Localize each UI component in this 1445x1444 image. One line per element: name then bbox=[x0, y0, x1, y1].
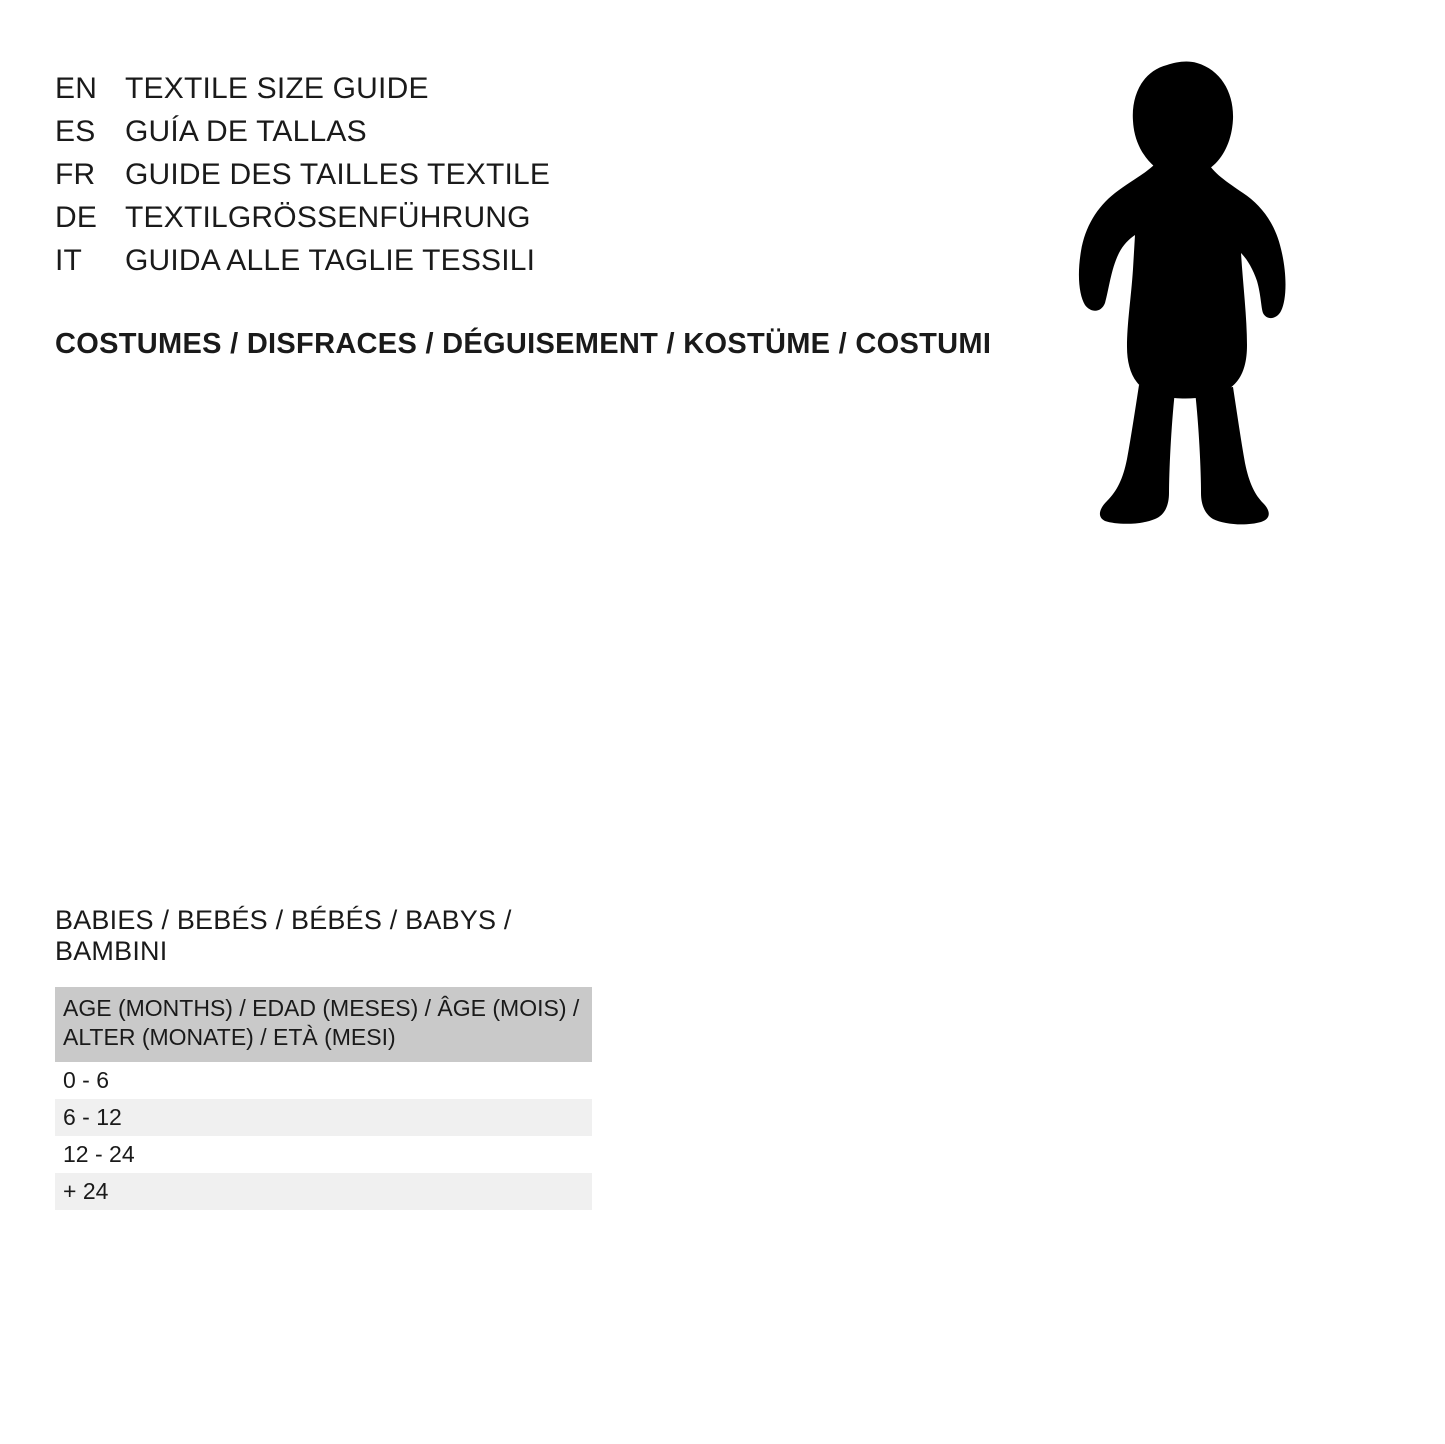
baby-silhouette-icon bbox=[1055, 55, 1315, 525]
language-row bbox=[55, 115, 550, 158]
language-title: GUIDE DES TAILLES TEXTILE bbox=[125, 158, 551, 191]
table-row bbox=[55, 1136, 592, 1173]
language-title: GUÍA DE TALLAS bbox=[125, 115, 367, 148]
costumes-heading: COSTUMES / DISFRACES / DÉGUISEMENT / KOSTÜME / COSTUMI bbox=[55, 328, 992, 360]
language-code: EN bbox=[55, 72, 98, 105]
table-row bbox=[55, 1099, 592, 1136]
table-header-row bbox=[55, 987, 592, 1062]
language-row bbox=[55, 158, 550, 201]
size-table bbox=[55, 987, 592, 1210]
cell-age-range: 6 - 12 bbox=[55, 1099, 592, 1136]
table-row bbox=[55, 1173, 592, 1210]
table-title: BABIES / BEBÉS / BÉBÉS / BABYS / BAMBINI bbox=[55, 905, 512, 966]
cell-age-range: 0 - 6 bbox=[55, 1062, 592, 1099]
language-title: TEXTILGRÖSSENFÜHRUNG bbox=[125, 201, 531, 234]
cell-age-range: + 24 bbox=[55, 1173, 592, 1210]
size-table-section bbox=[55, 905, 595, 1210]
language-title: GUIDA ALLE TAGLIE TESSILI bbox=[125, 244, 536, 277]
language-code: IT bbox=[55, 244, 83, 277]
language-row bbox=[55, 201, 550, 244]
language-code: FR bbox=[55, 158, 96, 191]
language-list bbox=[55, 72, 550, 287]
language-code: DE bbox=[55, 201, 98, 234]
column-header-age: AGE (MONTHS) / EDAD (MESES) / ÂGE (MOIS) / ALTER (MONATE) / ETÀ (MESI) bbox=[55, 987, 592, 1062]
language-title: TEXTILE SIZE GUIDE bbox=[125, 72, 429, 105]
cell-age-range: 12 - 24 bbox=[55, 1136, 592, 1173]
language-row bbox=[55, 72, 550, 115]
language-code: ES bbox=[55, 115, 96, 148]
language-row bbox=[55, 244, 550, 287]
table-row bbox=[55, 1062, 592, 1099]
